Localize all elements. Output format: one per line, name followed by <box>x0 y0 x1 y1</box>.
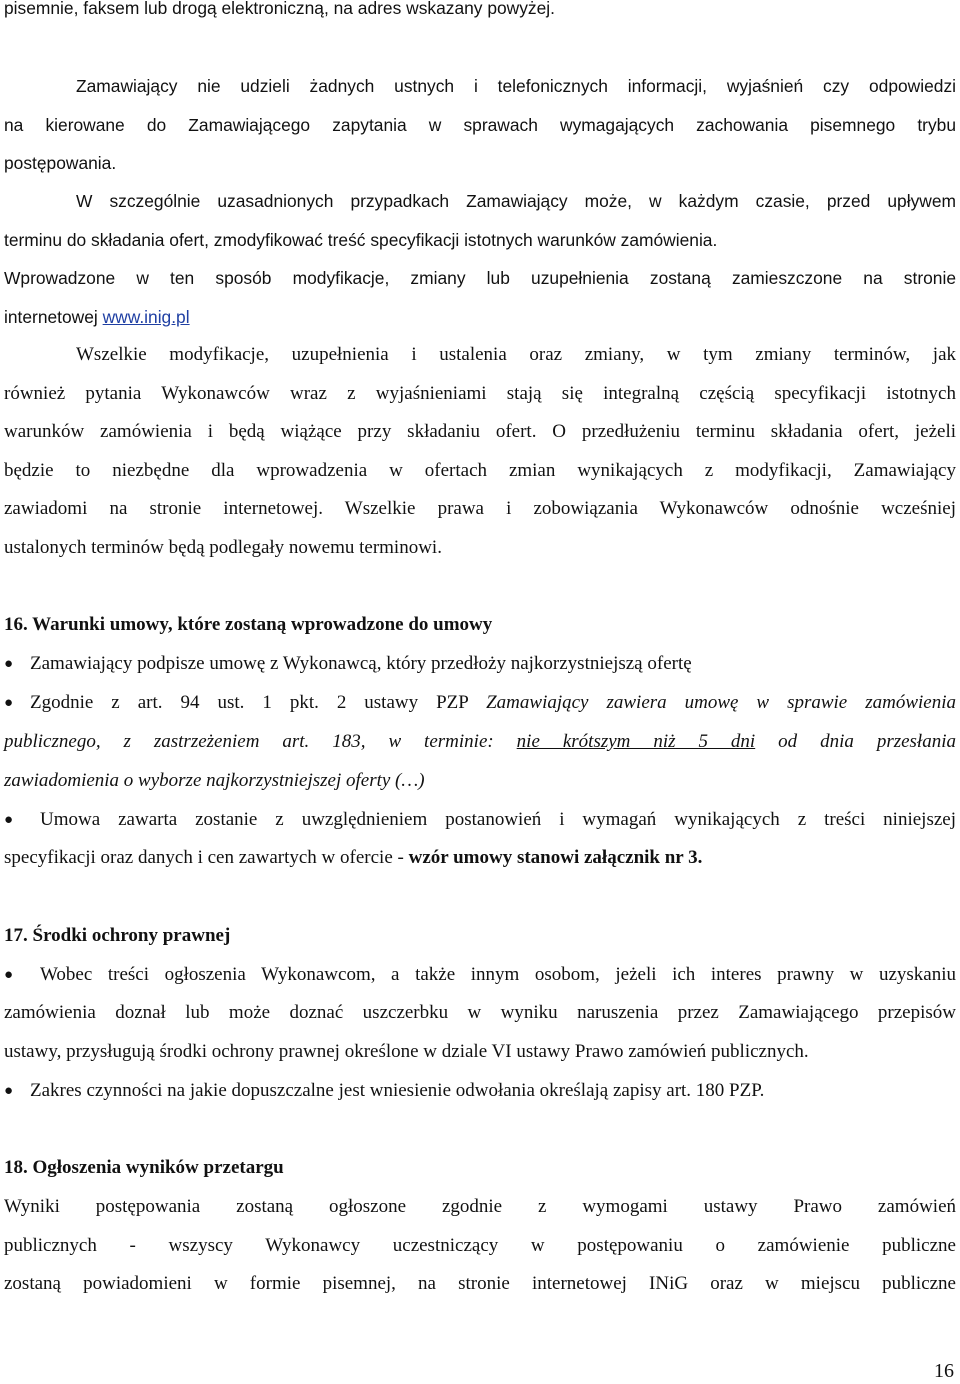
text-line: warunków zamówienia i będą wiążące przy składaniu ofert. O przedłużeniu terminu składania ofert, jeżeli <box>4 421 956 442</box>
text-line: Wprowadzone w ten sposób modyfikacje, zmiany lub uzupełnienia zostaną zamieszczone na stronie <box>4 268 956 288</box>
page-number: 16 <box>934 1360 954 1382</box>
text-line <box>4 303 956 331</box>
bullet-icon: ● <box>4 695 14 711</box>
text-line: publicznych - wszyscy Wykonawcy uczestniczący w postępowaniu o zamówienie publiczne <box>4 1235 956 1256</box>
text-line: zawiadomienia o wyborze najkorzystniejszej oferty (…) <box>4 770 425 791</box>
text-fragment: nie krótszym niż 5 dni <box>516 731 756 752</box>
text-line <box>4 728 956 756</box>
text-line: zostaną powiadomieni w formie pisemnej, na stronie internetowej INiG oraz w miejscu publiczne <box>4 1273 956 1294</box>
text-line: ustalonych terminów będą podlegały nowemu terminowi. <box>4 537 442 558</box>
website-link[interactable]: www.inig.pl <box>102 307 190 327</box>
text-line: postępowania. <box>4 153 117 173</box>
text-line: zamówienia doznał lub może doznać uszczerbku w wyniku naruszenia przez Zamawiającego przepisów <box>4 1002 956 1023</box>
text-fragment: wzór umowy stanowi załącznik nr 3. <box>408 847 703 868</box>
text-line: Wyniki postępowania zostaną ogłoszone zgodnie z wymogami ustawy Prawo zamówień <box>4 1196 956 1217</box>
text-line: Zamawiający nie udzieli żadnych ustnych i telefonicznych informacji, wyjaśnień czy odpowiedzi <box>76 76 956 96</box>
text-line: Wszelkie modyfikacje, uzupełnienia i ustalenia oraz zmiany, w tym zmiany terminów, jak <box>76 344 956 365</box>
text-line: ustawy, przysługują środki ochrony prawnej określone w dziale VI ustawy Prawo zamówień publicznych. <box>4 1041 809 1062</box>
text-fragment: Zgodnie z art. 94 ust. 1 pkt. 2 ustawy PZP <box>30 692 487 713</box>
bullet-icon: ● <box>4 967 14 983</box>
list-item: Wobec treści ogłoszenia Wykonawcom, a także innym osobom, jeżeli ich interes prawny w uzyskaniu <box>40 964 956 985</box>
section-heading: 18. Ogłoszenia wyników przetargu <box>4 1157 284 1178</box>
text-line: również pytania Wykonawców wraz z wyjaśnieniami stają się integralną częścią specyfikacji istotnych <box>4 383 956 404</box>
text-fragment: specyfikacji oraz danych i cen zawartych w ofercie - <box>4 847 409 868</box>
text-line: pisemnie, faksem lub drogą elektroniczną, na adres wskazany powyżej. <box>4 0 555 18</box>
text-line: na kierowane do Zamawiającego zapytania w sprawach wymagających zachowania pisemnego trybu <box>4 115 956 135</box>
text-line: terminu do składania ofert, zmodyfikować treść specyfikacji istotnych warunków zamówienia. <box>4 230 718 250</box>
bullet-icon: ● <box>4 1083 14 1099</box>
bullet-icon: ● <box>4 656 14 672</box>
text-fragment: publicznego, z zastrzeżeniem art. 183, w terminie: <box>4 731 517 752</box>
text-fragment: Zamawiający zawiera umowę w sprawie zamówienia <box>486 692 956 713</box>
section-heading: 16. Warunki umowy, które zostaną wprowadzone do umowy <box>4 614 493 635</box>
list-item: Umowa zawarta zostanie z uwzględnieniem postanowień i wymagań wynikających z treści niniejszej <box>40 809 956 830</box>
list-item: Zamawiający podpisze umowę z Wykonawcą, który przedłoży najkorzystniejszą ofertę <box>30 653 692 674</box>
section-heading: 17. Środki ochrony prawnej <box>4 925 231 946</box>
list-item <box>30 689 956 717</box>
text-line: W szczególnie uzasadnionych przypadkach Zamawiający może, w każdym czasie, przed upływem <box>76 191 956 211</box>
text-line: zawiadomi na stronie internetowej. Wszelkie prawa i zobowiązania Wykonawców odnośnie wcześniej <box>4 498 956 519</box>
text-fragment: od dnia przesłania <box>755 731 956 752</box>
text-fragment: internetowej <box>4 307 103 327</box>
list-item: Zakres czynności na jakie dopuszczalne jest wniesienie odwołania określają zapisy art. 180 PZP. <box>30 1080 765 1101</box>
text-line: będzie to niezbędne dla wprowadzenia w ofertach zmian wynikających z modyfikacji, Zamawiający <box>4 460 956 481</box>
text-line <box>4 844 956 872</box>
bullet-icon: ● <box>4 812 14 828</box>
